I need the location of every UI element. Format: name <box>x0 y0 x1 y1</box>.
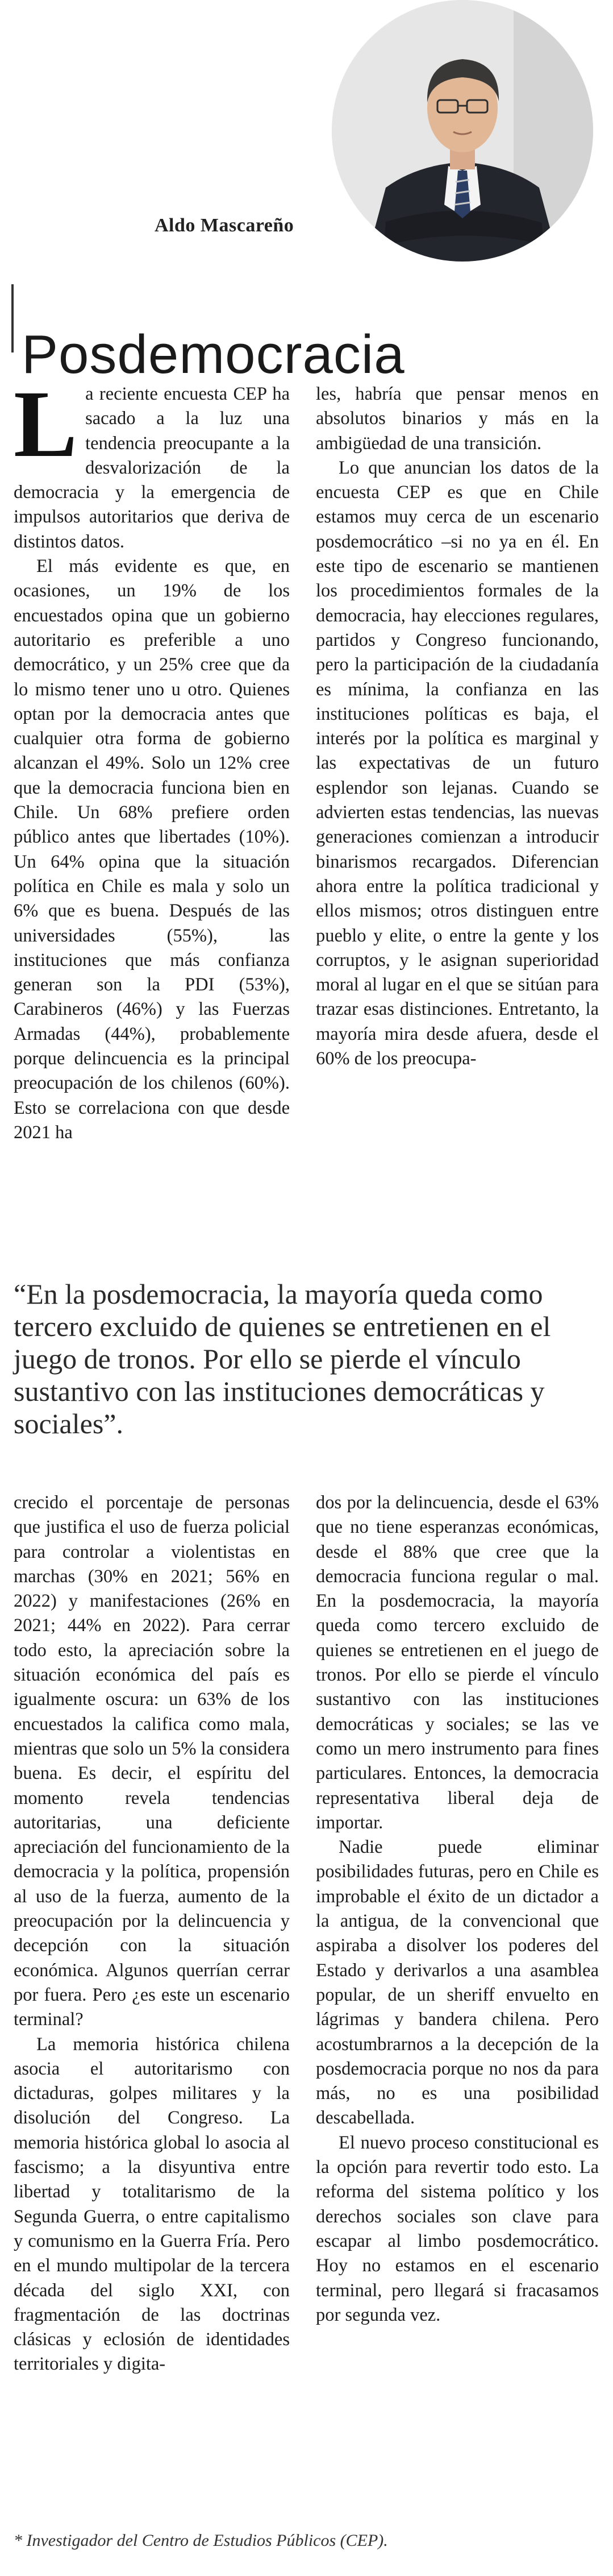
body-column-3 <box>14 1491 290 2497</box>
paragraph <box>14 371 290 554</box>
paragraph: dos por la delincuencia, desde el 63% que no tiene esperanzas económicas, desde el 88% que cree que la democracia funciona regular o mal. En la posdemocracia, la mayoría queda como tercero excluido de quienes se entretienen en el juego de tronos. Por ello se pierde el vínculo sustantivo con las instituciones democráticas y sociales; se las ve como un mero instrumento para fines particulares. Entonces, la democracia representativa liberal deja de importar. <box>316 1492 599 1833</box>
footnote: * Investigador del Centro de Estudios Públicos (CEP). <box>14 2531 388 2550</box>
paragraph-text: a reciente encuesta CEP ha sacado a la luz una tendencia preocupante a la desvalorización de la democracia y la emergencia de impulsos autoritarios que deriva de distintos datos. <box>14 384 290 552</box>
body-column-1 <box>14 371 290 1330</box>
author-name: Aldo Mascareño <box>155 215 294 236</box>
pull-quote: “En la posdemocracia, la mayoría queda como tercero excluido de quienes se entretienen en el juego de tronos. Por ello se pierde el vínculo sustantivo con las instituciones democráticas y sociales”. <box>14 1278 551 1440</box>
paragraph: crecido el porcentaje de personas que justifica el uso de fuerza policial para controlar a violentistas en marchas (30% en 2021; 56% en 2022) y manifestaciones (26% en 2021; 44% en 2022). Para cerrar todo esto, la apreciación sobre la situación económica del país es igualmente oscura: un 63% de los encuestados la califica como mala, mientras que solo un 5% la considera buena. Es decir, el espíritu del momento revela tendencias autoritarias, una deficiente apreciación del funcionamiento de la democracia y la política, propensión al uso de la fuerza, aumento de la preocupación por la delincuencia y decepción con la situación económica. Algunos querrían cerrar por fuera. Pero ¿es este un escenario terminal? <box>14 1492 290 2030</box>
title-rule <box>11 284 14 352</box>
body-column-4 <box>316 1491 599 2497</box>
author-portrait <box>332 0 593 262</box>
body-column-2 <box>316 382 599 1330</box>
paragraph: El nuevo proceso constitucional es la opción para revertir todo esto. La reforma del sistema político y los derechos sociales son clave para escapar al limbo posdemocrático. Hoy no estamos en el escenario terminal, pero llegará si fracasamos por segunda vez. <box>316 2132 599 2325</box>
paragraph: Nadie puede eliminar posibilidades futuras, pero en Chile es improbable el éxito de un dictador a la antigua, de la convencional que aspiraba a disolver los poderes del Estado y derivarlos a una asamblea popular, de un sheriff envuelto en lágrimas y bandera chilena. Pero acostumbrarnos a la decepción de la posdemocracia porque no nos da para más, no es una posibilidad descabellada. <box>316 1837 599 2129</box>
drop-cap: L <box>14 371 78 477</box>
paragraph: les, habría que pensar menos en absolutos binarios y más en la ambigüedad de una transición. <box>316 384 599 454</box>
paragraph: La memoria histórica chilena asocia el autoritarismo con dictaduras, golpes militares y la disolución del Congreso. La memoria histórica global lo asocia al fascismo; a la disyuntiva entre libertad y totalitarismo de la Segunda Guerra, o entre capitalismo y comunismo en la Guerra Fría. Pero en el mundo multipolar de la tercera década del siglo XXI, con fragmentación de las doctrinas clásicas y eclosión de identidades territoriales y digita- <box>14 2034 290 2375</box>
author-portrait-icon <box>332 0 593 262</box>
paragraph: Lo que anuncian los datos de la encuesta CEP es que en Chile estamos muy cerca de un escenario posdemocrático –si no ya en él. En este tipo de escenario se mantienen los procedimientos formales de la democracia, hay elecciones regulares, partidos y Congreso funcionando, pero la participación de la ciudadanía es mínima, la confianza en las instituciones políticas es baja, el interés por la política es marginal y las expectativas de un futuro esplendor son lejanas. Cuando se advierten estas tendencias, las nuevas generaciones comienzan a introducir binarismos recargados. Diferencian ahora entre la política tradicional y ellos mismos; otros distinguen entre pueblo y elite, o entre la gente y los corruptos, y le asignan superioridad moral al lugar en el que se sitúan para trazar esas distinciones. Entretanto, la mayoría mira desde afuera, desde el 60% de los preocupa- <box>316 457 599 1069</box>
paragraph: El más evidente es que, en ocasiones, un 19% de los encuestados opina que un gobierno autoritario es preferible a uno democrático, y un 25% cree que da lo mismo tener uno u otro. Quienes optan por la democracia antes que cualquier otra forma de gobierno alcanzan el 49%. Solo un 12% cree que la democracia funciona bien en Chile. Un 68% prefiere orden público antes que libertades (10%). Un 64% opina que la situación política en Chile es mala y solo un 6% que es buena. Después de las universidades (55%), las instituciones que más confianza generan son la PDI (53%), Carabineros (46%) y las Fuerzas Armadas (44%), probablemente porque delincuencia es la principal preocupación de los chilenos (60%). Esto se correlaciona con que desde 2021 ha <box>14 556 290 1143</box>
article-title: Posdemocracia <box>22 324 405 385</box>
